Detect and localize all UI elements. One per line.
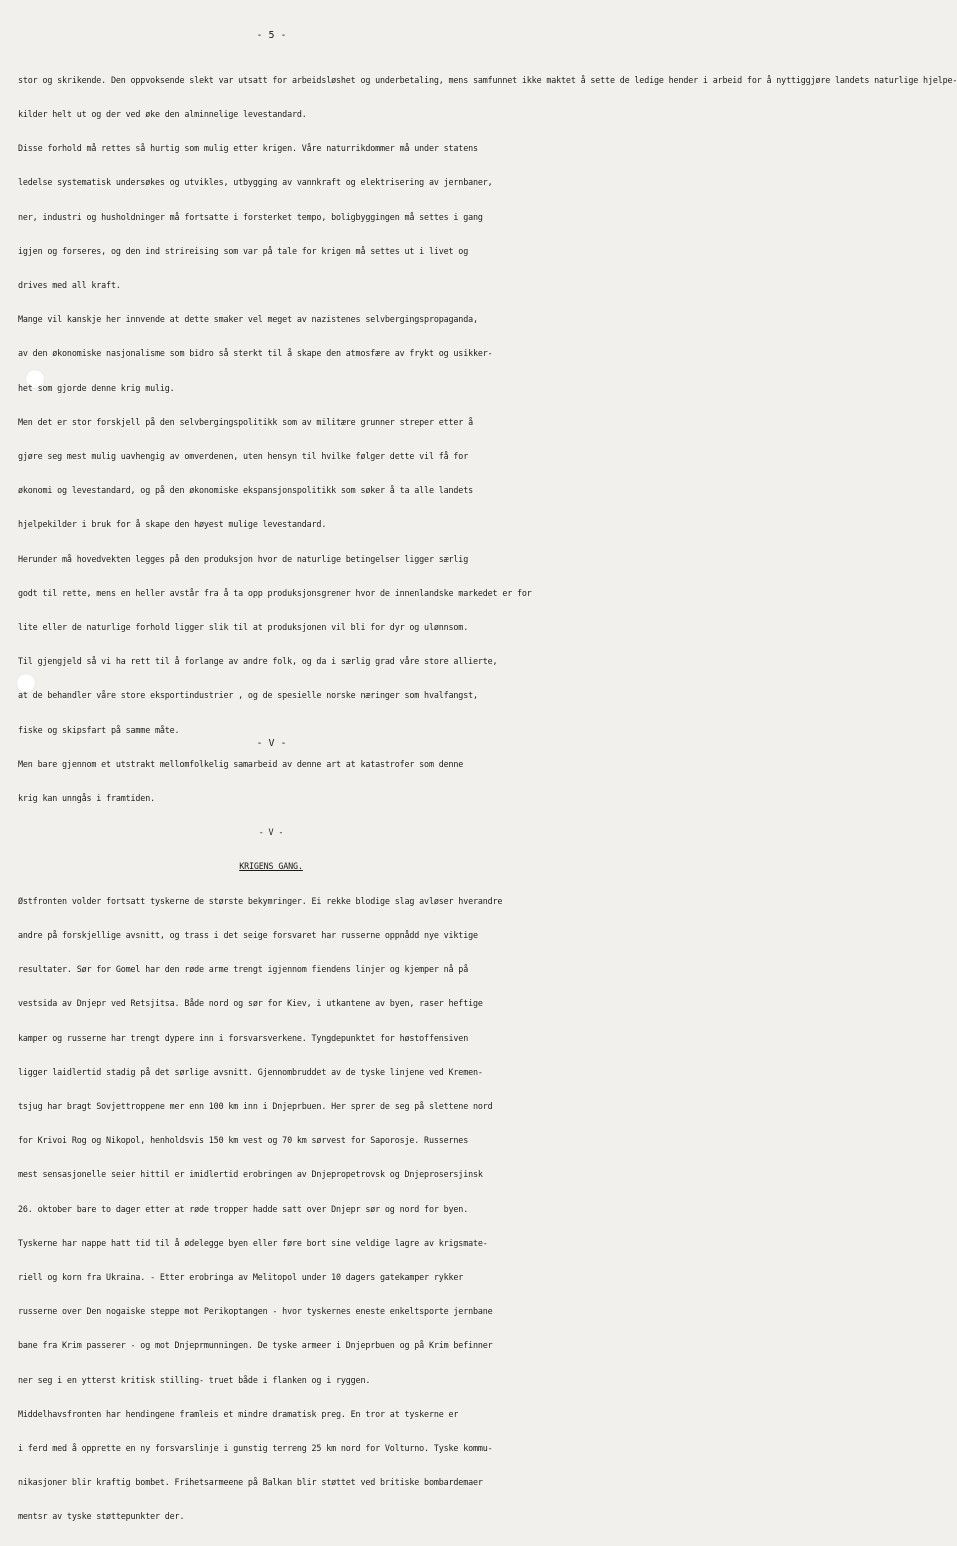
text-line: tsjug har bragt Sovjettroppene mer enn 100 km inn i Dnjeprbuen. Her sprer de seg på slettene nord xyxy=(18,1100,493,1111)
text-line: mentsr av tyske støttepunkter der. xyxy=(18,1511,185,1522)
page-number-top: - 5 - xyxy=(256,30,287,41)
text-line: resultater. Sør for Gomel har den røde arme trengt igjennom fiendens linjer og kjemper nå på xyxy=(18,964,469,975)
text-line: gjøre seg mest mulig uavhengig av omverdenen, uten hensyn til hvilke følger dette vil få for xyxy=(18,451,469,462)
text-line: Middelhavsfronten har hendingene framleis et mindre dramatisk preg. En tror at tyskerne er xyxy=(18,1408,459,1419)
text-line: Til gjengjeld så vi ha rett til å forlange av andre folk, og da i særlig grad våre store allierte, xyxy=(18,656,498,667)
text-line: Herunder må hovedvekten legges på den produksjon hvor de naturlige betingelser ligger særlig xyxy=(18,553,469,564)
text-line: kilder helt ut og der ved øke den alminnelige levestandard. xyxy=(18,109,307,120)
section-heading: KRIGENS GANG. xyxy=(239,861,303,872)
text-line: riell og korn fra Ukraina. - Etter erobringa av Melitopol under 10 dagers gatekamper rykker xyxy=(18,1271,464,1282)
text-line: Mange vil kanskje her innvende at dette smaker vel meget av nazistenes selvbergingspropaganda, xyxy=(18,314,478,325)
text-line: krig kan unngås i framtiden. xyxy=(18,793,155,804)
text-line: ledelse systematisk undersøkes og utvikles, utbygging av vannkraft og elektrisering av jernbaner, xyxy=(18,177,493,188)
text-line: ner, industri og husholdninger må fortsatte i forsterket tempo, boligbyggingen må settes i gang xyxy=(18,211,483,222)
text-line: bane fra Krim passerer - og mot Dnjeprmunningen. De tyske armeer i Dnjeprbuen og på Krim befinner xyxy=(18,1340,493,1351)
document-body xyxy=(18,52,957,1546)
text-line: stor og skrikende. Den oppvoksende slekt var utsatt for arbeidsløshet og underbetaling, mens samfunnet ikke maktet å sette de ledige hender i arbeid for å nyttiggjøre landets naturlige hjelpe- xyxy=(18,74,957,85)
text-line: hjelpekilder i bruk for å skape den høyest mulige levestandard. xyxy=(18,519,327,530)
text-line: drives med all kraft. xyxy=(18,280,121,291)
text-line: godt til rette, mens en heller avstår fra å ta opp produksjonsgrener hvor de innenlandske markedet er for xyxy=(18,587,532,598)
text-line: vestsida av Dnjepr ved Retsjitsa. Både nord og sør for Kiev, i utkantene av byen, raser heftige xyxy=(18,998,483,1009)
page-number-bottom: - V - xyxy=(256,738,287,749)
text-line: Tyskerne har nappe hatt tid til å ødelegge byen eller føre bort sine veldige lagre av krigsmate- xyxy=(18,1237,488,1248)
text-line: nikasjoner blir kraftig bombet. Frihetsarmeene på Balkan blir støttet ved britiske bombardemaer xyxy=(18,1477,483,1488)
text-line: ligger laidlertid stadig på det sørlige avsnitt. Gjennombruddet av de tyske linjene ved Kremen- xyxy=(18,1066,483,1077)
text-line: for Krivoi Rog og Nikopol, henholdsvis 150 km vest og 70 km sørvest for Saporosje. Russernes xyxy=(18,1135,469,1146)
text-line: fiske og skipsfart på samme måte. xyxy=(18,724,180,735)
text-line: russerne over Den nogaiske steppe mot Perikoptangen - hvor tyskernes eneste enkeltsporte jernbane xyxy=(18,1306,493,1317)
text-line: Disse forhold må rettes så hurtig som mulig etter krigen. Våre naturrikdommer må under statens xyxy=(18,143,478,154)
text-line: av den økonomiske nasjonalisme som bidro så sterkt til å skape den atmosfære av frykt og usikker- xyxy=(18,348,493,359)
text-line: Østfronten volder fortsatt tyskerne de største bekymringer. Ei rekke blodige slag avløser hverandre xyxy=(18,895,503,906)
text-line: igjen og forseres, og den ind strireising som var på tale for krigen må settes ut i livet og xyxy=(18,245,469,256)
text-line: lite eller de naturlige forhold ligger slik til at produksjonen vil bli for dyr og ulønnsom. xyxy=(18,622,469,633)
text-line: Men bare gjennom et utstrakt mellomfolkelig samarbeid av denne art at katastrofer som denne xyxy=(18,758,464,769)
text-line: ner seg i en ytterst kritisk stilling- truet både i flanken og i ryggen. xyxy=(18,1374,371,1385)
text-line: økonomi og levestandard, og på den økonomiske ekspansjonspolitikk som søker å ta alle landets xyxy=(18,485,473,496)
text-line: 26. oktober bare to dager etter at røde tropper hadde satt over Dnjepr sør og nord for byen. xyxy=(18,1203,469,1214)
text-line: andre på forskjellige avsnitt, og trass i det seige forsvaret har russerne oppnådd nye viktige xyxy=(18,929,478,940)
text-line: at de behandler våre store eksportindustrier , og de spesielle norske næringer som hvalfangst, xyxy=(18,690,478,701)
text-line: het som gjorde denne krig mulig. xyxy=(18,382,175,393)
section-divider: - V - xyxy=(258,827,284,838)
text-line: i ferd med å opprette en ny forsvarslinje i gunstig terreng 25 km nord for Volturno. Tyske kommu- xyxy=(18,1442,493,1453)
text-line: kamper og russerne har trengt dypere inn i forsvarsverkene. Tyngdepunktet for høstoffensiven xyxy=(18,1032,469,1043)
text-line: Men det er stor forskjell på den selvbergingspolitikk som av militære grunner streper etter å xyxy=(18,416,473,427)
text-line: mest sensasjonelle seier hittil er imidlertid erobringen av Dnjepropetrovsk og Dnjeprosersjinsk xyxy=(18,1169,483,1180)
